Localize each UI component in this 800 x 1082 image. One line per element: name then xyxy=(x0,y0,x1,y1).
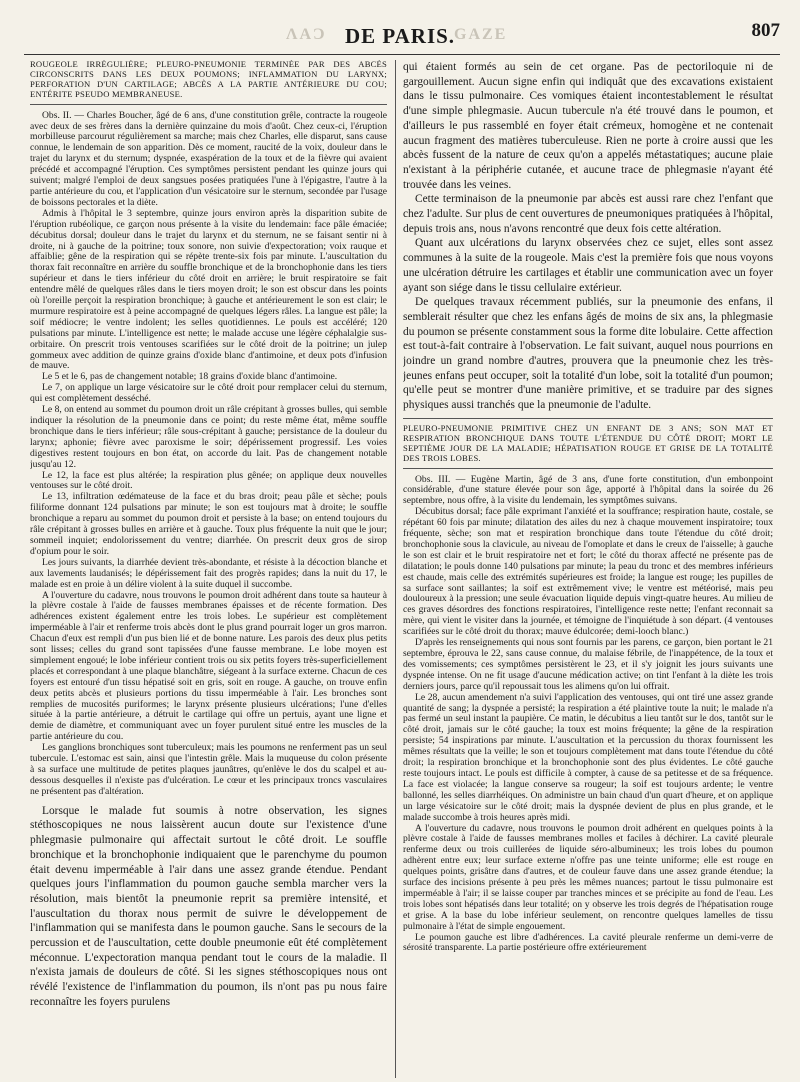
obs-2-commentary: Lorsque le malade fut soumis à notre observation, les signes stéthoscopiques ne nous laissèrent aucun doute sur l'existence d'une phlegmasie pulmonaire qui affectait surtout le côté droit. Le souffle bronchique et la bronchophonie indiquaient que le parenchyme du poumon était devenu imperméable à l'air dans une assez grande étendue. Pendant quelques jours l'inflammation du poumon gauche sembla marcher vers la résolution, mais bientôt la pneumonie reprit sa première intensité, et l'auscultation du thorax nous permit de suivre le développement de l'inflammation qui se manifesta dans le poumon gauche. Sans le secours de la percussion et de l'auscultation, cette double pneumonie eût été complètement méconnue. L'expectoration manqua pendant tout le cours de la maladie. Il n'exista jamais de douleurs de côté. Si les signes stéthoscopiques nous ont révélé l'existence de l'inflammation du poumon, ils n'ont pas pu nous faire reconnaître les foyers purulens xyxy=(30,804,387,1008)
commentary-larynx: Quant aux ulcérations du larynx observées chez ce sujet, elles sont assez communes à la suite de la rougeole. Mais c'est la première fois que nous voyons une ulcération détruire les cartilages et établir une communication avec un foyer ayant son siége dans le tissu cellulaire extérieur. xyxy=(403,237,773,294)
header-rule xyxy=(24,54,780,55)
obs-2-day-8: Le 8, on entend au sommet du poumon droit un râle crépitant à grosses bulles, qui semble indiquer la résolution de la pneumonie dans ce point; du reste même état, même souffle bronchique dans le tiers inférieur; râle sous-crépitant à gauche; persistance de la douleur du larynx; aphonie; fièvre avec paroxisme le soir; dépérissement progressif. Les voies digestives restent toujours en bon état, on accorde du lait. Pas de changement notable jusqu'au 12. xyxy=(30,404,387,470)
obs-2-following-days: Les jours suivants, la diarrhée devient très-abondante, et résiste à la décoction blanche et aux lavements laudanisés; le dépérissement fait des progrès rapides; dans la nuit du 17, le malade est en proie à un délire violent à la suite duquel il succombe. xyxy=(30,556,387,590)
obs-3-left-lung: Le poumon gauche est libre d'adhérences. La cavité pleurale renferme un demi-verre de sérosité transparente. La partie postérieure offre extérieurement xyxy=(403,931,773,954)
obs-2-autopsy: A l'ouverture du cadavre, nous trouvons le poumon droit adhérent dans toute sa hauteur à la plèvre costale à l'aide de fausses membranes épaisses et de récente formation. Des adhérences existent également entre les trois lobes. Le supérieur est complètement imperméable à l'air et renferme trois abcès dont le plus grand pourrait loger un gros marron. Chacun d'eux est rempli d'un pus bien lié et de bonne nature. Les parois des deux plus petits sont lisses; celles du grand sont tapissées d'une fausse membrane. Le lobe moyen est simplement engoué; le lobe inférieur contient trois ou six petits foyers très-superficiellement placés et correspondant à une plaque blanchâtre, siégeant à la surface externe. Chacun de ces foyers est entouré d'un tissu hépatisé soit en gris, soit en rouge. A gauche, on trouve enfin deux petits abcès et plusieurs portions du tissu imperméable à l'air. Les bronches sont remplies de mucosités puriformes; le larynx présente plusieurs ulcérations; l'une d'elles située à la partie antérieure, a détruit le cartilage qui offre un pertuis, ayant une ligne et demie de diamètre, et communiquant avec un foyer purulent situé entre les muscles de la partie antérieure du cou. xyxy=(30,589,387,743)
commentary-abscess-rarity: Cette terminaison de la pneumonie par abcès est aussi rare chez l'enfant que chez l'adulte. Sur plus de cent ouvertures de pneumoniques pratiquées à l'hôpital, depuis trois ans, nous n'avons rencontré que deux fois cette altération. xyxy=(403,193,773,235)
obs-3-autopsy: A l'ouverture du cadavre, nous trouvons le poumon droit adhérent en quelques points à la plèvre costale à l'aide de fausses membranes molles et faciles à déchirer. La cavité pleurale renferme deux ou trois cuillerées de liquide séro-albumineux; les trois lobes du poumon adhèrent entre eux; leur surface externe n'offre pas une teinte uniforme; elle est rouge en quelques points, grisâtre dans d'autres, et de couleur fauve dans une assez grande étendue; la surface des incisions présente à peu près les mêmes nuances; partout le tissu pulmonaire est imperméable à l'air; il se laisse couper par tranches minces et se précipite au fond de l'eau. Les trois lobes sont hépatisés dans leur totalité; on y observe les trois degrés de l'hépatisation rouge et grise. A la base du lobe inférieur seulement, on rencontre quelques lamelles de tissu pulmonaire à l'état de simple engouement. xyxy=(403,822,773,932)
left-column xyxy=(30,60,387,1080)
obs-2-autopsy-continued: Les ganglions bronchiques sont tuberculeux; mais les poumons ne renferment pas un seul tubercule. L'estomac est sain, ainsi que l'intestin grêle. Mais la muqueuse du colon présente à sa surface une multitude de petites plaques jaunâtres, qu'enlève le dos du scalpel et au-dessous desquelles il n'existe pas d'ulcération. Le cœur et les principaux troncs vasculaires ne présentent pas d'altération. xyxy=(30,742,387,797)
obs-2-intro: Obs. II. — Charles Boucher, âgé de 6 ans, d'une constitution grêle, contracte la rougeole avec deux de ses frères dans la dernière quinzaine du mois d'août. Chez ceux-ci, l'éruption morbilleuse parcourut régulièrement sa marche; mais chez Charles, elle disparut, sans cause connue, le lendemain de son apparition. Dès ce moment, raucité de la voix, douleur dans le trajet du larynx et du sternum; dyspnée, exaspération de la toux et de la fièvre qui avaient précédé et accompagné l'éruption. Ces symptômes persistent pendant les quinze jours qui suivent; malgré l'emploi de deux sangsues posées pratiquées l'une à l'épigastre, l'autre à la partie antérieure du cou, et l'application d'un vésicatoire sur le sternum, secondée par l'usage de boissons pectorales et la diète. xyxy=(30,109,387,208)
section-rule xyxy=(403,418,773,419)
commentary-continued: qui étaient formés au sein de cet organe. Pas de pectoriloquie ni de gargouillement. Aucun signe enfin qui indiquât que des excavations existaient dans le tissu pulmonaire. Ces vomiques étaient incontestablement le résultat d'une simple phlegmasie. Aucun tubercule n'a été trouvé dans le poumon, et d'ailleurs le pus rassemblé en foyer était crémeux, homogène et ne contenait aucun fragment des matières tuberculeuse. Rien ne porte à croire aussi que les abcès fussent de la nature de ceux qu'on a appelés métastatiques; aucune plaie n'existant à la périphérie cutanée, et aucune trace de phlegmasie n'ayant été trouvée dans les veines. xyxy=(403,61,773,191)
column-divider xyxy=(395,60,396,1078)
case-summary-obs-2: ROUGEOLE IRRÉGULIÈRE; PLEURO-PNEUMONIE TERMINÉE PAR DES ABCÈS CIRCONSCRITS DANS LES DEUX POUMONS; INFLAMMATION DU LARYNX; PERFORATION D'UN CARTILAGE; ABCÈS A LA PARTIE ANTÉRIEURE DU COU; ENTÉRITE PSEUDO MEMBRANEUSE. xyxy=(30,60,387,105)
case-summary-obs-3: PLEURO-PNEUMONIE PRIMITIVE CHEZ UN ENFANT DE 3 ANS; SON MAT ET RESPIRATION BRONCHIQUE DANS TOUTE L'ÉTENDUE DU CÔTÉ DROIT; MORT LE SEPTIÈME JOUR DE LA MALADIE; HÉPATISATION ROUGE ET GRISE DE LA TOTALITÉ DES TROIS LOBES. xyxy=(403,424,773,469)
obs-3-symptoms: Décubitus dorsal; face pâle exprimant l'anxiété et la souffrance; respiration haute, costale, se répétant 60 fois par minute; dilatation des ailes du nez à chaque mouvement inspiratoire; toux fréquente, sèche; son mat et respiration bronchique dans toute l'étendue du côté droit; bronchophonie sous la clavicule, au niveau de l'omoplate et dans le creux de l'aisselle; à gauche le son est clair et le bruit respiratoire net et fort; le côté du thorax affecté ne présente pas de dilatation; le pouls donne 140 pulsations par minute; la peau du tronc et des membres inférieurs est chaude, mais celle des extrémités supérieures est froide; la langue est rouge; les pupilles de sa surface sont saillantes; la soif est extrêmement vive; le ventre est météorisé, mais peu douloureux à la pression; une seule évacuation liquide depuis vingt-quatre heures. Au milieu de ces graves désordres des fonctions respiratoires, l'intelligence reste nette; l'enfant reconnait sa mère, qui vient le visiter dans la journée, et témoigne de l'inquiétude à son départ. (4 ventouses scarifiées sur le côté droit du thorax; mauve édulcorée; demi-looch blanc.) xyxy=(403,506,773,638)
page-header xyxy=(0,0,800,48)
header-ghost-right: GAZE xyxy=(454,26,508,43)
page-number: 807 xyxy=(751,20,780,41)
obs-3-intro: Obs. III. — Eugène Martin, âgé de 3 ans, d'une forte constitution, d'un embonpoint considérable, d'une stature élevée pour son âge, apporté à l'hôpital dans la soirée du 26 septembre, nous offre, à la visite du lendemain, les symptômes suivans. xyxy=(403,473,773,507)
commentary-lobular: De quelques travaux récemment publiés, sur la pneumonie des enfans, il semblerait résulter que chez les enfans âgés de moins de six ans, la phlegmasie du poumon se présente constamment sous la forme dite lobulaire. Cette affection est tout-à-fait contraire à l'observation. Le fait suivant, auquel nous pourrions en joindre un grand nombre d'autres, prouvera que la pneumonie chez les très-jeunes enfans peut occuper, soit la totalité d'un lobe, soit la totalité d'un poumon; qu'elle peut se montrer d'une manière primitive, et se traduire par des signes physiques aussi tranchés que la pneumonie de l'adulte. xyxy=(403,296,773,412)
obs-3-history: D'après les renseignements qui nous sont fournis par les parens, ce garçon, bien portant le 21 septembre, éprouva le 22, sans cause connue, du malaise fébrile, de l'inappétence, de la toux et des vomissements; ces symptômes persistèrent le 23, et il s'y joignit les jours suivants une dyspnée intense. On ne fit usage d'aucune médication active; on tint l'enfant à la diète les trois derniers jours, parce qu'il repoussait tous les alimens qu'on lui offrait. xyxy=(403,637,773,692)
obs-3-day-28: Le 28, aucun amendement n'a suivi l'application des ventouses, qui ont tiré une assez grande quantité de sang; la dyspnée a persisté; la respiration a été plaintive toute la nuit; le malade n'a pas fermé un seul instant la paupière. Ce matin, le décubitus a lieu tantôt sur le dos, tantôt sur le côté droit, jamais sur le côté gauche; la toux est moins fréquente; la gêne de la respiration persiste; 54 inspirations par minute. L'auscultation et la percussion du thorax fournissent les mêmes résultats que la veille; le son et toujours complètement mat dans toute l'étendue du côté droit; la respiration bronchique et la bronchophonie sont des plus évidentes. Le côté gauche reste toujours intact. Le pouls est difficile à compter, à cause de sa petitesse et de sa fréquence. La face est violacée; la langue conserve sa rougeur; la soif est toujours ardente; le ventre ballonné, les selles diarrhéiques. On administre un bain chaud d'un quart d'heure, et on applique un large vésicatoire sur le côté droit; mais la dyspnée devient de plus en plus grande, et le malade succombe à trois heures après midi. xyxy=(403,691,773,823)
obs-2-day-13: Le 13, infiltration œdémateuse de la face et du bras droit; peau pâle et sèche; pouls filiforme donnant 124 pulsations par minute; le son est toujours mat à droite; le souffle bronchique a reparu au sommet du poumon droit et persiste à la base; on entend toujours du râle crépitant à grosses bulles en arrière et à gauche. Toux plus fréquente la nuit que le jour; sommeil inquiet; endolorissement du ventre; diarrhée. On prescrit deux gros de sirop d'opium pour le soir. xyxy=(30,491,387,557)
right-column xyxy=(403,60,773,1080)
obs-2-day-7: Le 7, on applique un large vésicatoire sur le côté droit pour remplacer celui du sternum, qui est complètement desséché. xyxy=(30,382,387,405)
header-ghost-left: ΛAƆ xyxy=(286,26,327,43)
obs-2-day-12: Le 12, la face est plus altérée; la respiration plus gênée; on applique deux nouvelles ventouses sur le côté droit. xyxy=(30,469,387,492)
obs-2-admission: Admis à l'hôpital le 3 septembre, quinze jours environ après la disparition subite de l'éruption rubéolique, ce garçon nous présente à la visite du lendemain: face pâle émaciée; décubitus dorsal; douleur dans le trajet du larynx et du sternum, ne se faisant sentir ni à droite, ni à gauche de la poitrine; toux sonore, non suivie d'expectoration; voix rauque et affaiblie; gêne de la respiration qui se répète trente-six fois par minute. L'auscultation du thorax fait reconnaître en arrière du souffle bronchique et de la bronchophonie dans les tiers supérieur et dans le tiers inférieur du côté droit en arrière; le bruit respiratoire se fait entendre mêlé de quelques râles dans le tiers moyen droit; le son est obscur dans les points où l'oreille perçoit la respiration bronchique; à gauche et antérieurement le son est clair; le murmure respiratoire est à peine accompagné de quelques légers râles. La langue est pâle; la soif médiocre; le ventre indolent; les selles quotidiennes. Le pouls est accéléré; 120 pulsations par minute. L'intelligence est nette; le malade accuse une légère céphalalgie sus-orbitaire. On prescrit trois ventouses scarifiées sur le côté droit de la poitrine; un julep gommeux avec addition de quinze grains d'oxide blanc d'antimoine, et deux pots d'infusion de mauve. xyxy=(30,207,387,372)
page-title: DE PARIS. xyxy=(344,24,456,48)
obs-2-day-5-6: Le 5 et le 6, pas de changement notable; 18 grains d'oxide blanc d'antimoine. xyxy=(42,371,338,383)
